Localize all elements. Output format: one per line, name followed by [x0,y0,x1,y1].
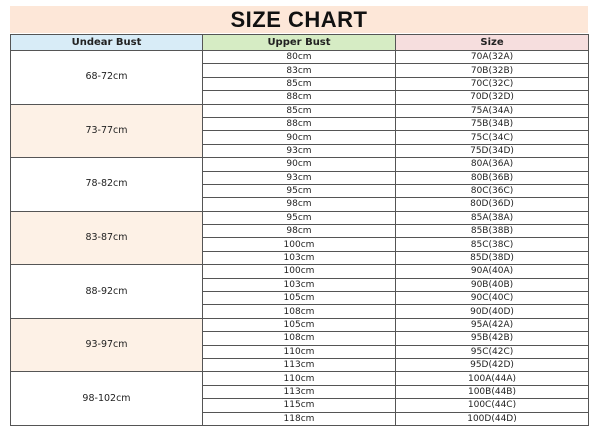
size-cell: 85B(38B) [396,225,589,238]
size-cell: 95A(42A) [396,318,589,331]
under-bust-cell: 93-97cm [11,318,203,372]
under-bust-cell: 73-77cm [11,104,203,158]
size-cell: 75C(34C) [396,131,589,144]
upper-bust-cell: 113cm [203,385,396,398]
size-cell: 80B(36B) [396,171,589,184]
size-cell: 95C(42C) [396,345,589,358]
upper-bust-cell: 90cm [203,158,396,171]
under-bust-cell: 88-92cm [11,265,203,319]
size-cell: 100A(44A) [396,372,589,385]
size-cell: 80A(36A) [396,158,589,171]
upper-bust-cell: 110cm [203,372,396,385]
chart-body [11,51,589,426]
size-cell: 100C(44C) [396,399,589,412]
upper-bust-cell: 83cm [203,64,396,77]
under-bust-cell: 83-87cm [11,211,203,265]
size-cell: 90C(40C) [396,292,589,305]
upper-bust-cell: 95cm [203,211,396,224]
size-cell: 90B(40B) [396,278,589,291]
title-banner [10,6,588,33]
upper-bust-cell: 105cm [203,318,396,331]
upper-bust-cell: 100cm [203,238,396,251]
size-cell: 70B(32B) [396,64,589,77]
upper-bust-cell: 103cm [203,278,396,291]
table-row [11,158,589,171]
upper-bust-cell: 105cm [203,292,396,305]
size-cell: 90D(40D) [396,305,589,318]
upper-bust-cell: 110cm [203,345,396,358]
upper-bust-cell: 118cm [203,412,396,425]
table-row [11,372,589,385]
upper-bust-cell: 100cm [203,265,396,278]
size-cell: 80C(36C) [396,184,589,197]
size-cell: 70A(32A) [396,51,589,64]
size-cell: 75A(34A) [396,104,589,117]
size-cell: 85A(38A) [396,211,589,224]
upper-bust-cell: 88cm [203,91,396,104]
size-cell: 95D(42D) [396,358,589,371]
size-cell: 90A(40A) [396,265,589,278]
header-upper-bust: Upper Bust [203,35,396,51]
size-cell: 85C(38C) [396,238,589,251]
table-row [11,211,589,224]
upper-bust-cell: 115cm [203,399,396,412]
size-cell: 75B(34B) [396,117,589,130]
size-cell: 75D(34D) [396,144,589,157]
size-cell: 100B(44B) [396,385,589,398]
size-chart-table [10,34,589,426]
size-cell: 70C(32C) [396,77,589,90]
under-bust-cell: 78-82cm [11,158,203,212]
size-cell: 95B(42B) [396,332,589,345]
upper-bust-cell: 108cm [203,305,396,318]
table-row [11,51,589,64]
upper-bust-cell: 88cm [203,117,396,130]
upper-bust-cell: 93cm [203,171,396,184]
page-title: SIZE CHART [230,6,368,32]
upper-bust-cell: 103cm [203,251,396,264]
upper-bust-cell: 108cm [203,332,396,345]
table-row [11,104,589,117]
upper-bust-cell: 80cm [203,51,396,64]
size-cell: 100D(44D) [396,412,589,425]
size-cell: 80D(36D) [396,198,589,211]
upper-bust-cell: 113cm [203,358,396,371]
under-bust-cell: 98-102cm [11,372,203,426]
upper-bust-cell: 95cm [203,184,396,197]
upper-bust-cell: 98cm [203,225,396,238]
upper-bust-cell: 98cm [203,198,396,211]
upper-bust-cell: 90cm [203,131,396,144]
header-size: Size [396,35,589,51]
upper-bust-cell: 85cm [203,77,396,90]
under-bust-cell: 68-72cm [11,51,203,105]
upper-bust-cell: 93cm [203,144,396,157]
size-cell: 70D(32D) [396,91,589,104]
table-row [11,265,589,278]
table-row [11,318,589,331]
size-cell: 85D(38D) [396,251,589,264]
header-under-bust: Undear Bust [11,35,203,51]
upper-bust-cell: 85cm [203,104,396,117]
header-row [11,35,589,51]
